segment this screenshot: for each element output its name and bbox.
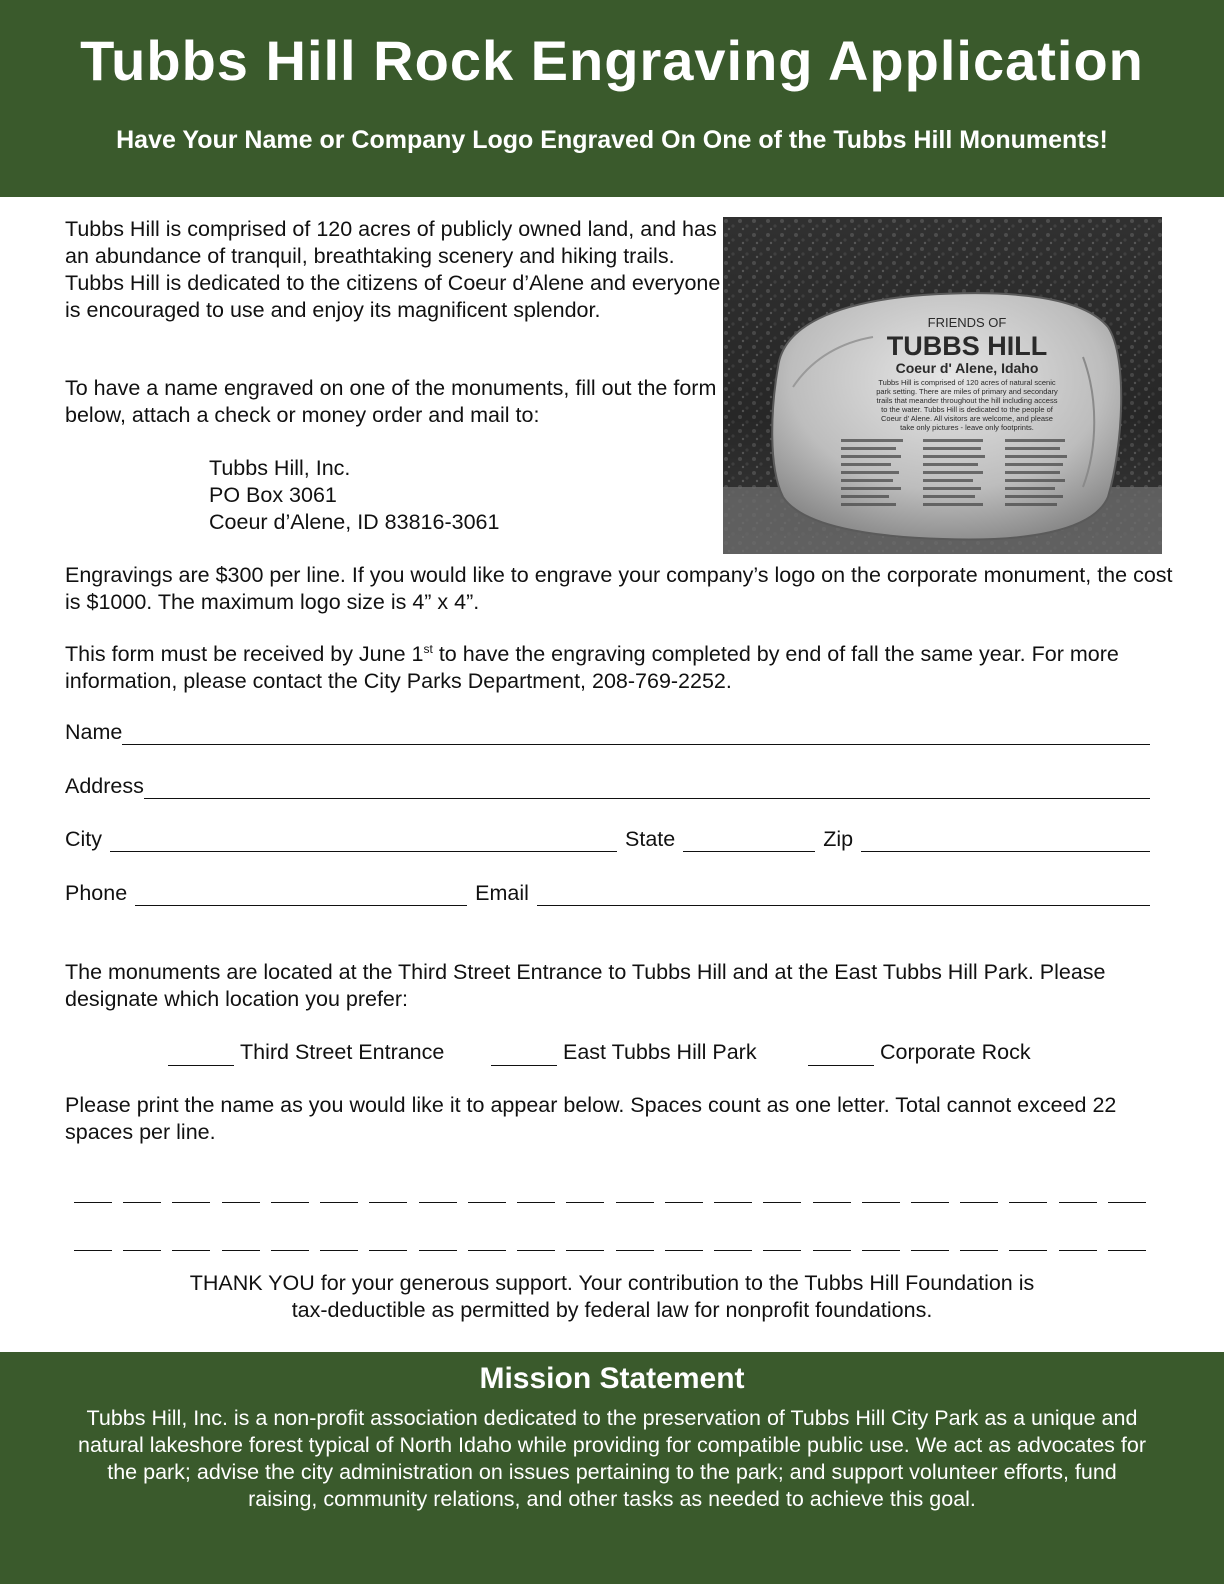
email-field[interactable] [537,885,1150,906]
letter-blank[interactable] [320,1200,358,1203]
letter-blank[interactable] [369,1200,407,1203]
letter-blank[interactable] [714,1200,752,1203]
letter-blank[interactable] [1108,1248,1146,1251]
corporate-rock-label: Corporate Rock [880,1040,1031,1064]
address-row [65,772,1150,799]
mission-text: Tubbs Hill, Inc. is a non-profit association dedicated to the preservation of Tubbs Hill City Park as a unique and natural lakeshore forest typical of North Idaho while providing for compatible public use. We act as advocates for the park; advise the city administration on issues pertaining to the park; and support volunteer efforts, fund raising, community relations, and other tasks as needed to achieve this goal. [78,1406,1146,1511]
mailing-address-line: Coeur d’Alene, ID 83816-3061 [209,510,500,534]
letter-blank[interactable] [1059,1200,1097,1203]
third-street-label: Third Street Entrance [240,1040,445,1064]
letter-blank[interactable] [74,1248,112,1251]
rock-text-line: Tubbs Hill is comprised of 120 acres of natural scenic [878,378,1056,387]
letter-blank[interactable] [862,1248,900,1251]
letter-blank[interactable] [222,1200,260,1203]
address-label: Address [65,773,144,798]
letter-blank[interactable] [960,1200,998,1203]
page-subtitle: Have Your Name or Company Logo Engraved On One of the Tubbs Hill Monuments! [116,126,1108,154]
name-row [65,718,1150,745]
choice-corporate-rock [808,1039,1031,1066]
letter-blank[interactable] [271,1200,309,1203]
deadline-text-end: to have the engraving completed by end of fall the same year. For more information, please contact the City Parks Department, 208-769-2252. [65,642,1119,693]
letter-blank[interactable] [714,1248,752,1251]
east-park-label: East Tubbs Hill Park [563,1040,757,1064]
mailing-address [209,455,609,536]
mailing-address-line: Tubbs Hill, Inc. [209,456,351,480]
letter-blank[interactable] [911,1248,949,1251]
letter-blank[interactable] [616,1200,654,1203]
east-park-blank[interactable] [491,1045,557,1066]
letter-blank[interactable] [1009,1248,1047,1251]
letter-blank[interactable] [419,1248,457,1251]
engraving-line-1[interactable] [74,1200,1146,1203]
city-field[interactable] [110,831,617,852]
letter-blank[interactable] [369,1248,407,1251]
contact-form [65,718,1150,932]
address-field[interactable] [144,778,1150,799]
rock-text-line: TUBBS HILL [886,331,1048,361]
letter-blank[interactable] [1108,1200,1146,1203]
name-label: Name [65,720,123,744]
rock-text-line: park setting. There are miles of primary and secondary [876,387,1058,396]
corporate-rock-blank[interactable] [808,1045,874,1066]
letter-blank[interactable] [813,1200,851,1203]
deadline-ordinal: st [423,641,433,656]
zip-field[interactable] [861,831,1150,852]
letter-blank[interactable] [862,1200,900,1203]
state-label: State [625,827,676,851]
letter-blank[interactable] [911,1200,949,1203]
letter-blank[interactable] [566,1248,604,1251]
rock-text-line: FRIENDS OF [927,315,1007,330]
locations-paragraph: The monuments are located at the Third Street Entrance to Tubbs Hill and at the East Tubbs Hill Park. Please designate which location you prefer: [65,960,1106,1011]
letter-blank[interactable] [1059,1248,1097,1251]
engraving-line-2[interactable] [74,1248,1146,1251]
letter-blank[interactable] [665,1200,703,1203]
thank-you-line: THANK YOU for your generous support. Your contribution to the Tubbs Hill Foundation is [189,1271,1035,1295]
email-label: Email [475,880,529,905]
letter-blank[interactable] [763,1248,801,1251]
letter-blank[interactable] [222,1248,260,1251]
letter-blank[interactable] [763,1200,801,1203]
letter-blank[interactable] [468,1200,506,1203]
rock-text-line: take only pictures - leave only footprints. [900,423,1034,432]
mailing-address-line: PO Box 3061 [209,483,337,507]
cost-paragraph: Engravings are $300 per line. If you would like to engrave your company’s logo on the corporate monument, the cost is $1000. The maximum logo size is 4” x 4”. [65,563,1173,614]
deadline-text-start: This form must be received by June 1 [65,642,424,666]
phone-row [65,879,1150,906]
city-row [65,825,1150,852]
letter-blank[interactable] [320,1248,358,1251]
thank-you-line: tax-deductible as permitted by federal law for nonprofit foundations. [291,1298,933,1322]
rock-text-line: Coeur d' Alene. All visitors are welcome, and please [881,414,1053,423]
state-field[interactable] [683,831,815,852]
rock-text-line: to the water. Tubbs Hill is dedicated to the people of [881,405,1053,414]
letter-blank[interactable] [517,1200,555,1203]
print-instructions: Please print the name as you would like it to appear below. Spaces count as one letter. Total cannot exceed 22 spaces per line. [65,1093,1117,1144]
letter-blank[interactable] [960,1248,998,1251]
rock-text-line: Coeur d' Alene, Idaho [895,360,1039,376]
letter-blank[interactable] [123,1248,161,1251]
letter-blank[interactable] [172,1200,210,1203]
letter-blank[interactable] [616,1248,654,1251]
letter-blank[interactable] [468,1248,506,1251]
header-banner [0,0,1224,197]
letter-blank[interactable] [419,1200,457,1203]
letter-blank[interactable] [271,1248,309,1251]
thank-you-note [0,1270,1224,1324]
monument-photo [723,217,1162,554]
letter-blank[interactable] [1009,1200,1047,1203]
letter-blank[interactable] [665,1248,703,1251]
mission-footer [0,1352,1224,1584]
letter-blank[interactable] [172,1248,210,1251]
letter-blank[interactable] [566,1200,604,1203]
city-label: City [65,827,103,851]
zip-label: Zip [823,827,854,851]
intro-paragraph: Tubbs Hill is comprised of 120 acres of publicly owned land, and has an abundance of tranquil, breathtaking scenery and hiking trails. Tubbs Hill is dedicated to the citizens of Coeur d’Alene and everyone is encouraged to use and enjoy its magnificent splendor. [65,217,721,322]
third-street-blank[interactable] [168,1045,234,1066]
phone-field[interactable] [135,885,467,906]
letter-blank[interactable] [123,1200,161,1203]
rock-text-line: trails that meander throughout the hill including access [876,396,1058,405]
letter-blank[interactable] [813,1248,851,1251]
page-title: Tubbs Hill Rock Engraving Application [80,29,1144,92]
letter-blank[interactable] [74,1200,112,1203]
phone-label: Phone [65,880,128,905]
deadline-paragraph [65,641,1185,695]
mission-title: Mission Statement [479,1362,745,1395]
name-field[interactable] [122,724,1150,745]
choice-third-street [168,1039,444,1066]
instructions-paragraph: To have a name engraved on one of the monuments, fill out the form below, attach a check or money order and mail to: [65,376,717,427]
letter-blank[interactable] [517,1248,555,1251]
choice-east-park [491,1039,757,1066]
